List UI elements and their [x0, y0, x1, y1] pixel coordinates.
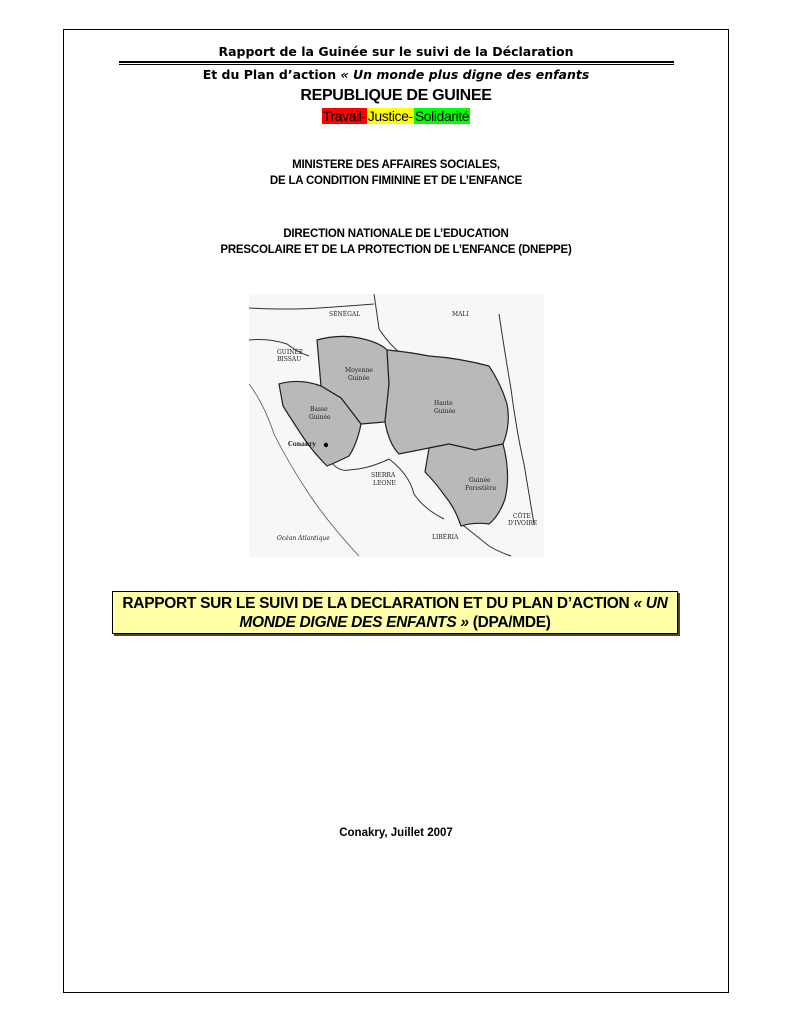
label-moyenne-2: Guinée [348, 375, 370, 382]
report-title-line-2-normal: (DPA/MDE) [472, 614, 551, 631]
header-rule-thin [119, 64, 674, 65]
label-bissau-2: BISSAU [277, 356, 302, 363]
report-title-box [112, 591, 678, 634]
republic-title: REPUBLIQUE DE GUINEE [300, 87, 492, 104]
label-senegal: SÉNÉGAL [329, 311, 361, 318]
report-title-line-2-italic: MONDE DIGNE DES ENFANTS » [239, 614, 469, 631]
label-sierra-2: LEONE [373, 480, 396, 487]
label-ocean: Océan Atlantique [277, 535, 330, 542]
motto-justice: Justice- [367, 108, 413, 124]
label-cote-2: D'IVOIRE [508, 520, 538, 527]
header-line-1: Rapport de la Guinée sur le suivi de la Déclaration [218, 44, 574, 59]
label-liberia: LIBÉRIA [432, 534, 459, 541]
report-title-line-1 [113, 594, 677, 613]
motto-solidarite: Solidarité [414, 108, 470, 124]
label-forestiere-1: Guinée [469, 477, 491, 484]
report-title-line-1-normal: RAPPORT SUR LE SUIVI DE LA DECLARATION ET DU PLAN D’ACTION [122, 595, 630, 612]
label-forestiere-2: Forestière [465, 485, 497, 492]
ministry-line-1: MINISTERE DES AFFAIRES SOCIALES, [292, 159, 500, 171]
label-cote-1: CÔTE [513, 513, 531, 520]
label-haute-2: Guinée [434, 408, 456, 415]
label-sierra-1: SIERRA [371, 472, 396, 479]
ministry-line-2: DE LA CONDITION FIMININE ET DE L’ENFANCE [269, 175, 523, 187]
label-moyenne-1: Moyenne [345, 367, 373, 374]
label-basse-2: Guinée [309, 414, 331, 421]
direction-line-1: DIRECTION NATIONALE DE L’EDUCATION [283, 228, 509, 240]
direction-line-2: PRESCOLAIRE ET DE LA PROTECTION DE L’ENFANCE (DNEPPE) [220, 244, 572, 256]
header-line-2-italic: « Un monde plus digne des enfants [340, 67, 590, 82]
label-bissau-1: GUINÉE [277, 349, 304, 356]
label-basse-1: Basse [310, 406, 328, 413]
place-date: Conakry, Juillet 2007 [339, 827, 453, 839]
label-conakry: Conakry [288, 441, 316, 448]
ministry-block [64, 157, 728, 189]
report-title-line-1-italic: « UN [633, 595, 668, 612]
conakry-marker [324, 443, 328, 447]
label-mali: MALI [452, 311, 469, 318]
motto-travail: Travail- [322, 108, 366, 124]
header-line-2-prefix: Et du Plan d’action [202, 67, 337, 82]
header-line-2 [64, 67, 728, 82]
direction-block [64, 226, 728, 258]
guinea-map [249, 294, 544, 557]
header-rule-thick [119, 61, 674, 63]
report-title-line-2 [113, 613, 677, 632]
label-haute-1: Haute [434, 400, 453, 407]
document-page [63, 29, 729, 993]
national-motto [64, 108, 728, 124]
